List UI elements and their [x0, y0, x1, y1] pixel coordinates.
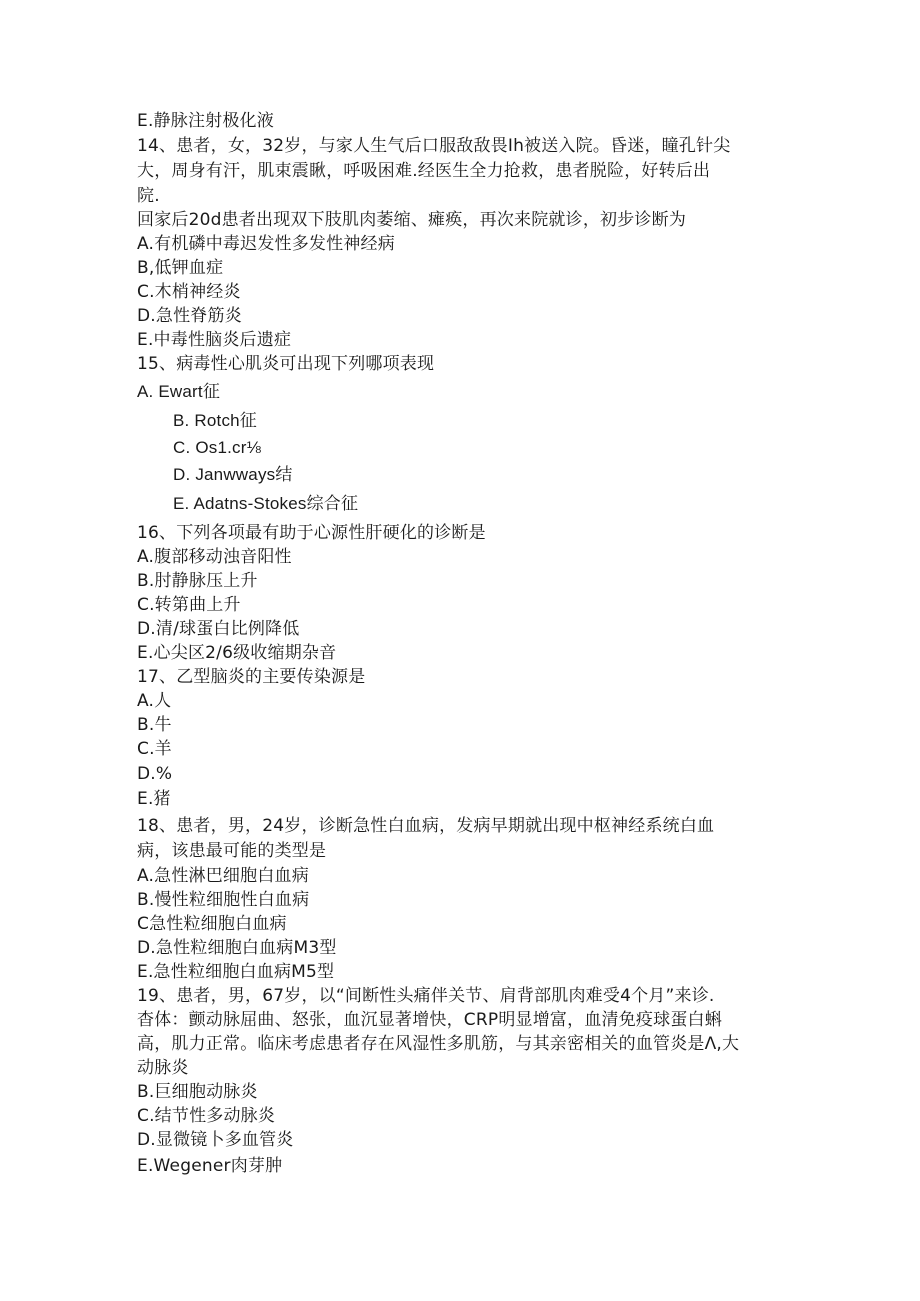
question-14-line-2: 大，周身有汗，肌束震瞅，呼吸困难.经医生全力抢救，患者脱险，好转后出 — [137, 161, 711, 181]
question-17: 17、乙型脑炎的主要传染源是 — [137, 667, 366, 687]
option-15c: C. Os1.cr⅛ — [173, 438, 261, 457]
option-18a: A.急性淋巴细胞白血病 — [137, 866, 309, 886]
option-14a: A.有机磷中毒迟发性多发性神经病 — [137, 234, 395, 254]
option-15a: A. Ewart征 — [137, 382, 221, 401]
option-14c: C.木梢神经炎 — [137, 282, 241, 302]
option-18d: D.急性粒细胞白血病M3型 — [137, 938, 337, 958]
option-19c: C.结节性多动脉炎 — [137, 1106, 276, 1126]
option-19b: B.巨细胞动脉炎 — [137, 1082, 258, 1102]
option-17c: C.羊 — [137, 739, 172, 759]
option-14d: D.急性脊筋炎 — [137, 306, 242, 326]
option-18c: C急性粒细胞白血病 — [137, 914, 287, 934]
question-14-line-4: 回家后20d患者出现双下肢肌肉萎缩、瘫痪，再次来院就诊，初步诊断为 — [137, 210, 687, 230]
option-17e: E.猪 — [137, 789, 171, 809]
question-16: 16、下列各项最有助于心源性肝硬化的诊断是 — [137, 523, 486, 543]
option-15d: D. Janwways结 — [173, 465, 293, 484]
option-17b: B.牛 — [137, 715, 172, 735]
option-18b: B.慢性粒细胞性白血病 — [137, 890, 310, 910]
question-19-line-1: 19、患者，男，67岁，以“间断性头痛伴关节、肩背部肌肉难受4个月”来诊. — [137, 986, 715, 1006]
option-17d: D.% — [137, 764, 173, 784]
option-16b: B.肘静脉压上升 — [137, 571, 258, 591]
option-15b: B. Rotch征 — [173, 411, 257, 430]
option-14e: E.中毒性脑炎后遗症 — [137, 330, 292, 350]
option-19d: D.显微镜卜多血管炎 — [137, 1130, 294, 1150]
question-18-line-2: 病，该患最可能的类型是 — [137, 841, 327, 861]
option-17a: A.人 — [137, 691, 172, 711]
option-15e: E. Adatns-Stokes综合征 — [173, 494, 359, 513]
question-19-line-3: 高，肌力正常。临床考虑患者存在风湿性多肌筋，与其亲密相关的血管炎是Λ,大 — [137, 1034, 740, 1054]
option-19e: E.Wegener肉芽肿 — [137, 1156, 283, 1176]
option-18e: E.急性粒细胞白血病M5型 — [137, 962, 335, 982]
option-16a: A.腹部移动浊音阳性 — [137, 547, 292, 567]
option-14b: B,低钾血症 — [137, 258, 224, 278]
option-13e: E.静脉注射极化液 — [137, 111, 274, 131]
question-19-line-2: 杳体：颤动脉屈曲、怒张，血沉显著增快，CRP明显增富，血清免疫球蛋白蝌 — [137, 1010, 722, 1030]
option-16d: D.清/球蛋白比例降低 — [137, 619, 300, 639]
question-15: 15、病毒性心肌炎可出现下列哪项表现 — [137, 354, 435, 374]
option-19a-continued: 动脉炎 — [137, 1058, 189, 1078]
question-14-line-3: 院. — [137, 186, 160, 206]
question-14-line-1: 14、患者，女，32岁，与家人生气后口服敌敌畏Ih被送入院。昏迷，瞳孔针尖 — [137, 136, 731, 156]
option-16e: E.心尖区2/6级收缩期杂音 — [137, 643, 337, 663]
option-16c: C.转第曲上升 — [137, 595, 241, 615]
question-18-line-1: 18、患者，男，24岁，诊断急性白血病，发病早期就出现中枢神经系统白血 — [137, 816, 715, 836]
